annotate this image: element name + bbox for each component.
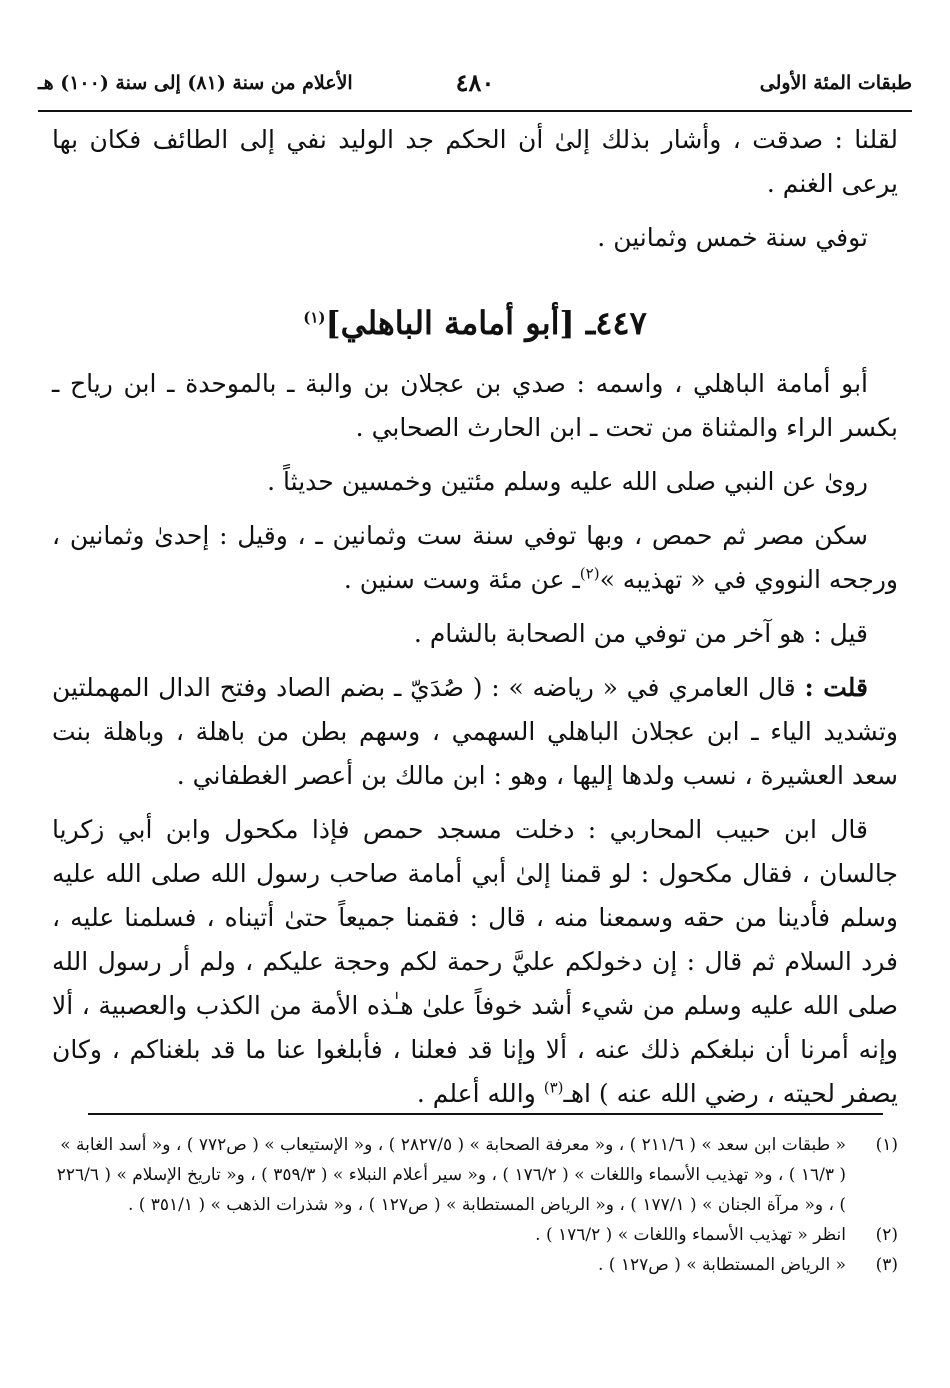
footnote-number: (٣): [875, 1255, 898, 1275]
running-header: [38, 68, 912, 102]
entry-paragraph-last: قيل : هو آخر من توفي من الصحابة بالشام .: [413, 619, 868, 648]
paragraph-continuation: لقلنا : صدقت ، وأشار بذلك إلىٰ أن الحكم جد الوليد نفي إلى الطائف فكان بها يرعى الغنم .: [52, 125, 898, 198]
header-rule: [38, 110, 912, 112]
page-number: ٤٨٠: [455, 68, 495, 97]
hadith-text-b: والله أعلم .: [416, 1079, 544, 1108]
entry-heading: [52, 298, 898, 348]
residence-text-b: ـ عن مئة وست سنين .: [343, 565, 580, 594]
footnote-1: [52, 1130, 898, 1220]
entry-paragraph-residence: [52, 514, 898, 602]
entry-title: ٤٤٧ـ [أبو أمامة الباهلي]: [325, 304, 647, 342]
footnote-number: (٢): [875, 1225, 898, 1245]
footnote-text: انظر « تهذيب الأسماء واللغات » ( ١٧٦/٢ ) .: [535, 1225, 846, 1245]
footnote-3: [52, 1250, 898, 1280]
main-text: [52, 118, 898, 1126]
footnote-ref-3: (٣): [543, 1078, 564, 1097]
book-title: طبقات المئة الأولى: [759, 72, 912, 94]
entry-paragraph-note: [52, 666, 898, 798]
hadith-text-a: قال ابن حبيب المحاربي : دخلت مسجد حمص فإذا مكحول وابن أبي زكريا جالسان ، فقال مكحول : لو قمنا إلىٰ أبي أمامة صاحب رسول الله صلى الله عليه وسلم فأدينا من حقه وسمعنا منه ، قال : فقمنا جميعاً حتىٰ أتيناه ، فسلمنا عليه ، فرد السلام ثم قال : إن دخولكم عليَّ رحمة لكم وحجة عليكم ، ولم أر رسول الله صلى الله عليه وسلم من شيء أشد خوفاً علىٰ هـٰذه الأمة من الكذب والعصبية ، ألا وإنه أمرنا أن نبلغكم ذلك عنه ، ألا وإنا قد فعلنا ، فأبلغوا عنا ما قد بلغناكم ، وكان يصفر لحيته ، رضي الله عنه ) اهـ: [52, 815, 898, 1108]
paragraph-death-year: توفي سنة خمس وثمانين .: [597, 223, 868, 252]
entry-paragraph-narration: روىٰ عن النبي صلى الله عليه وسلم مئتين وخمسين حديثاً .: [267, 467, 868, 496]
footnote-text: « الرياض المستطابة » ( ص١٢٧ ) .: [598, 1255, 846, 1275]
note-label: قلت :: [804, 673, 868, 702]
footnote-ref-2: (٢): [579, 564, 600, 583]
footnote-rule: [88, 1113, 883, 1115]
entry-paragraph-hadith: [52, 808, 898, 1116]
footnotes: [52, 1130, 898, 1280]
footnote-2: [52, 1220, 898, 1250]
residence-text-a: سكن مصر ثم حمص ، وبها توفي سنة ست وثمانين ـ ، وقيل : إحدىٰ وثمانين ، ورجحه النووي في « تهذيبه »: [52, 521, 898, 594]
note-text: قال العامري في « رياضه » : ( صُدَيّ ـ بضم الصاد وفتح الدال المهملتين وتشديد الياء ـ ابن عجلان الباهلي السهمي ، وسهم بطن من باهلة ، وباهلة بنت سعد العشيرة ، نسب ولدها إليها ، وهو : ابن مالك بن أعصر الغطفاني .: [52, 673, 898, 790]
footnote-number: (١): [875, 1135, 898, 1155]
entry-paragraph-name: أبو أمامة الباهلي ، واسمه : صدي بن عجلان بن والبة ـ بالموحدة ـ ابن رياح ـ بكسر الراء والمثناة من تحت ـ ابن الحارث الصحابي .: [52, 369, 898, 442]
footnote-ref-1: (١): [303, 308, 326, 327]
footnote-text: « طبقات ابن سعد » ( ٢١١/٦ ) ، و« معرفة الصحابة » ( ٢٨٢٧/٥ ) ، و« الإستيعاب » ( ص٧٧٢ ) ، و« أسد الغابة » ( ١٦/٣ ) ، و« تهذيب الأسماء واللغات » ( ١٧٦/٢ ) ، و« سير أعلام النبلاء » ( ٣٥٩/٣ ) ، و« تاريخ الإسلام » ( ٢٢٦/٦ ) ، و« مرآة الجنان » ( ١٧٧/١ ) ، و« الرياض المستطابة » ( ص١٢٧ ) ، و« شذرات الذهب » ( ٣٥١/١ ) .: [56, 1135, 846, 1215]
section-title: الأعلام من سنة (٨١) إلى سنة (١٠٠) هـ: [38, 72, 353, 94]
